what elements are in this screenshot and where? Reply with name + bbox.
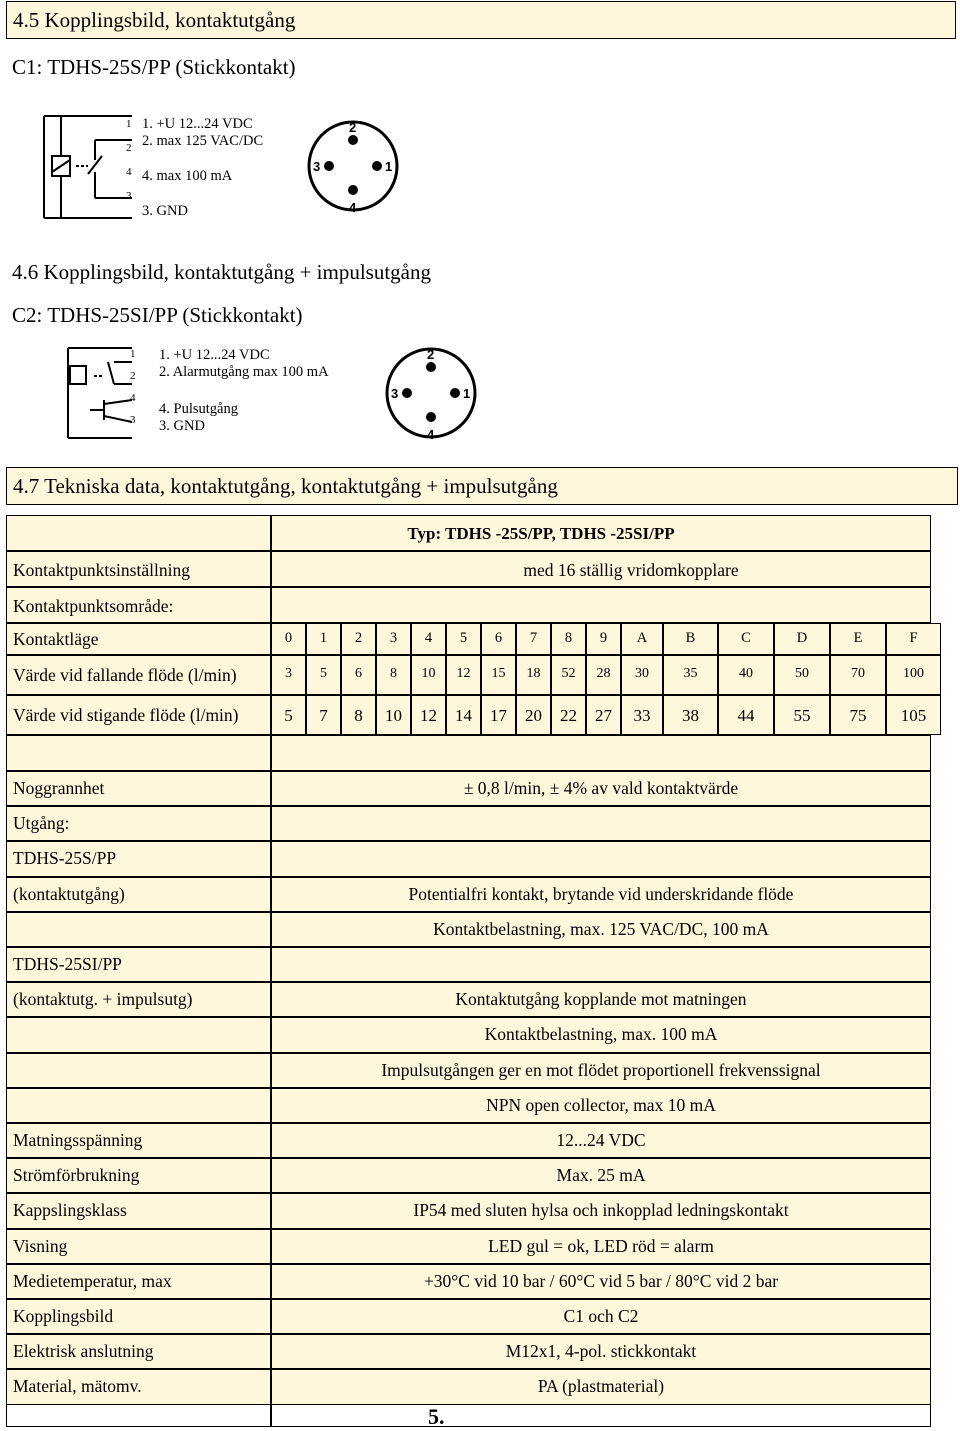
spec-value: Potentialfri kontakt, brytande vid underskridande flöde xyxy=(408,883,794,904)
spec-label: Elektrisk anslutning xyxy=(13,1341,154,1362)
c2-pin-4: 4. Pulsutgång xyxy=(159,401,238,417)
spec-value-cell xyxy=(271,947,931,982)
c2-connector-label-2: 2 xyxy=(427,347,435,362)
c2-schematic-labels: 1 2 4 3 xyxy=(130,348,136,426)
c2-pin-2: 2. Alarmutgång max 100 mA xyxy=(159,364,329,380)
c1-pin-1: 1. +U 12...24 VDC xyxy=(142,116,253,132)
spec-value: IP54 med sluten hylsa och inkopplad ledningskontakt xyxy=(413,1200,789,1221)
fallande-value: 28 xyxy=(596,666,611,681)
spec-value: Impulsutgången ger en mot flödet proportionell frekvenssignal xyxy=(381,1059,821,1080)
fallande-value: 40 xyxy=(739,666,753,681)
spec-label: Strömförbrukning xyxy=(13,1165,140,1186)
c1-pin-2: 2. max 125 VAC/DC xyxy=(142,133,264,149)
kontaktlage-value: 1 xyxy=(319,630,328,646)
c2-connector-label-1: 1 xyxy=(463,386,471,401)
section-45-heading: 4.5 Kopplingsbild, kontaktutgång xyxy=(13,8,296,32)
fallande-label: Värde vid fallande flöde (l/min) xyxy=(13,665,237,685)
spec-value: M12x1, 4-pol. stickkontakt xyxy=(505,1341,697,1362)
c1-pin-3: 3. GND xyxy=(142,203,188,219)
page-number: 5. xyxy=(428,1404,445,1429)
stigande-value: 22 xyxy=(560,706,577,725)
spec-value: +30°C vid 10 bar / 60°C vid 5 bar / 80°C vid 2 bar xyxy=(423,1270,779,1291)
spec-label: (kontaktutgång) xyxy=(13,883,125,904)
spec-label: Kappslingsklass xyxy=(13,1200,127,1221)
spec-label: TDHS-25SI/PP xyxy=(13,954,122,974)
kontaktlage-value: 7 xyxy=(529,630,538,646)
stigande-value: 14 xyxy=(455,706,472,725)
c1-schematic-diagram xyxy=(40,112,140,222)
spec-label: Noggrannhet xyxy=(13,778,105,798)
stigande-value: 5 xyxy=(284,706,293,725)
stigande-value: 10 xyxy=(385,706,402,725)
fallande-value: 52 xyxy=(561,666,576,681)
spec-value-cell xyxy=(271,841,931,876)
row-label: Kontaktpunktsområde: xyxy=(13,596,174,616)
kontaktlage-value: B xyxy=(685,630,696,646)
fallande-value: 15 xyxy=(491,666,506,681)
spec-label: (kontaktutg. + impulsutg) xyxy=(13,989,193,1010)
stigande-value: 105 xyxy=(900,706,927,725)
c2-connector-icon xyxy=(383,343,479,443)
spec-value-cell xyxy=(271,806,931,841)
kontaktlage-value: 4 xyxy=(424,630,433,646)
fallande-value: 100 xyxy=(903,666,924,681)
stigande-value: 17 xyxy=(490,706,507,725)
fallande-value: 3 xyxy=(285,666,292,681)
spec-label: Visning xyxy=(13,1235,68,1256)
fallande-value: 5 xyxy=(320,666,327,681)
stigande-value: 38 xyxy=(682,706,699,725)
section-45-subheading: C1: TDHS-25S/PP (Stickkontakt) xyxy=(12,55,296,79)
kontaktlage-value: 6 xyxy=(494,630,503,646)
kontaktlage-value: 0 xyxy=(284,630,293,646)
spec-value: C1 och C2 xyxy=(563,1306,639,1326)
spec-value: Kontaktbelastning, max. 125 VAC/DC, 100 mA xyxy=(433,918,769,939)
kontaktlage-value: C xyxy=(741,630,751,646)
spec-label: Medietemperatur, max xyxy=(13,1270,172,1291)
spec-label-cell xyxy=(6,1088,271,1123)
section-45-header xyxy=(6,1,956,39)
c2-pin-1: 1. +U 12...24 VDC xyxy=(159,347,270,363)
fallande-value: 35 xyxy=(683,666,698,681)
fallande-value: 70 xyxy=(851,666,865,681)
row-value-cell xyxy=(271,587,931,623)
stigande-value: 27 xyxy=(595,706,612,725)
spec-value: ± 0,8 l/min, ± 4% av vald kontaktvärde xyxy=(463,778,739,798)
fallande-value: 18 xyxy=(526,666,541,681)
gap-left xyxy=(6,735,271,771)
stigande-value: 7 xyxy=(319,706,328,725)
section-46-heading: 4.6 Kopplingsbild, kontaktutgång + impulsutgång xyxy=(12,260,431,284)
c1-connector-icon xyxy=(305,116,401,216)
kontaktlage-value: 5 xyxy=(459,630,468,646)
spec-label: TDHS-25S/PP xyxy=(13,848,117,869)
spec-label: Matningsspänning xyxy=(13,1130,143,1150)
row-value: med 16 ställig vridomkopplare xyxy=(523,560,739,580)
spec-value: PA (plastmaterial) xyxy=(537,1376,665,1397)
kontaktlage-value: 9 xyxy=(599,630,608,646)
spec-label-cell xyxy=(6,1053,271,1088)
stigande-value: 75 xyxy=(849,706,867,725)
stigande-label: Värde vid stigande flöde (l/min) xyxy=(13,705,239,725)
kontaktlage-value: 2 xyxy=(354,630,363,646)
kontaktlage-value: 3 xyxy=(389,630,398,646)
c1-connector-label-1: 1 xyxy=(385,159,393,174)
c1-connector-label-3: 3 xyxy=(313,159,321,174)
section-46-subheading: C2: TDHS-25SI/PP (Stickkontakt) xyxy=(12,303,303,327)
fallande-value: 30 xyxy=(635,666,649,681)
spec-label-cell xyxy=(6,912,271,947)
fallande-value: 50 xyxy=(795,666,809,681)
stigande-value: 8 xyxy=(354,706,363,725)
spec-value: Kontaktutgång kopplande mot matningen xyxy=(455,989,747,1010)
spec-label: Utgång: xyxy=(13,813,70,834)
spec-value: Max. 25 mA xyxy=(556,1165,646,1186)
c1-pin-list xyxy=(142,116,263,220)
stigande-value: 44 xyxy=(737,706,755,725)
c2-pin-list xyxy=(159,347,329,435)
c2-connector-label-4: 4 xyxy=(427,427,435,442)
stigande-value: 20 xyxy=(525,706,542,725)
fallande-value: 6 xyxy=(355,666,362,681)
stigande-value: 12 xyxy=(420,706,437,725)
spec-value: 12...24 VDC xyxy=(556,1130,646,1150)
gap-right xyxy=(271,735,931,771)
fallande-value: 12 xyxy=(456,666,471,681)
c1-schematic-labels: 1 2 4 3 xyxy=(126,118,132,202)
section-47-heading: 4.7 Tekniska data, kontaktutgång, kontaktutgång + impulsutgång xyxy=(13,474,558,498)
kontaktlage-value: A xyxy=(636,630,648,646)
row-label: Kontaktpunktsinställning xyxy=(13,560,190,580)
c1-connector-label-4: 4 xyxy=(349,200,357,215)
kontaktlage-value: 8 xyxy=(564,630,573,646)
stigande-value: 33 xyxy=(633,706,651,725)
kontaktlage-value: F xyxy=(909,630,918,646)
c2-schematic-diagram xyxy=(64,344,154,440)
spec-value: NPN open collector, max 10 mA xyxy=(486,1094,716,1115)
c1-connector-label-2: 2 xyxy=(349,120,357,135)
c2-pin-3: 3. GND xyxy=(159,418,205,434)
section-47-header xyxy=(6,467,958,505)
spec-label: Kopplingsbild xyxy=(13,1306,114,1326)
spec-label-cell xyxy=(6,1017,271,1052)
type-header: Typ: TDHS -25S/PP, TDHS -25SI/PP xyxy=(407,524,675,543)
spec-value: LED gul = ok, LED röd = alarm xyxy=(488,1235,714,1256)
spec-value: Kontaktbelastning, max. 100 mA xyxy=(484,1024,718,1045)
fallande-value: 10 xyxy=(421,666,436,681)
fallande-value: 8 xyxy=(390,666,397,681)
spec-label: Material, mätomv. xyxy=(13,1376,142,1397)
kontaktlage-value: D xyxy=(796,630,808,646)
c2-connector-label-3: 3 xyxy=(391,386,399,401)
c1-pin-4: 4. max 100 mA xyxy=(142,168,233,184)
type-header-left xyxy=(6,515,271,551)
kontaktlage-value: E xyxy=(853,630,863,646)
kontaktlage-label: Kontaktläge xyxy=(13,629,99,649)
stigande-value: 55 xyxy=(793,706,811,725)
